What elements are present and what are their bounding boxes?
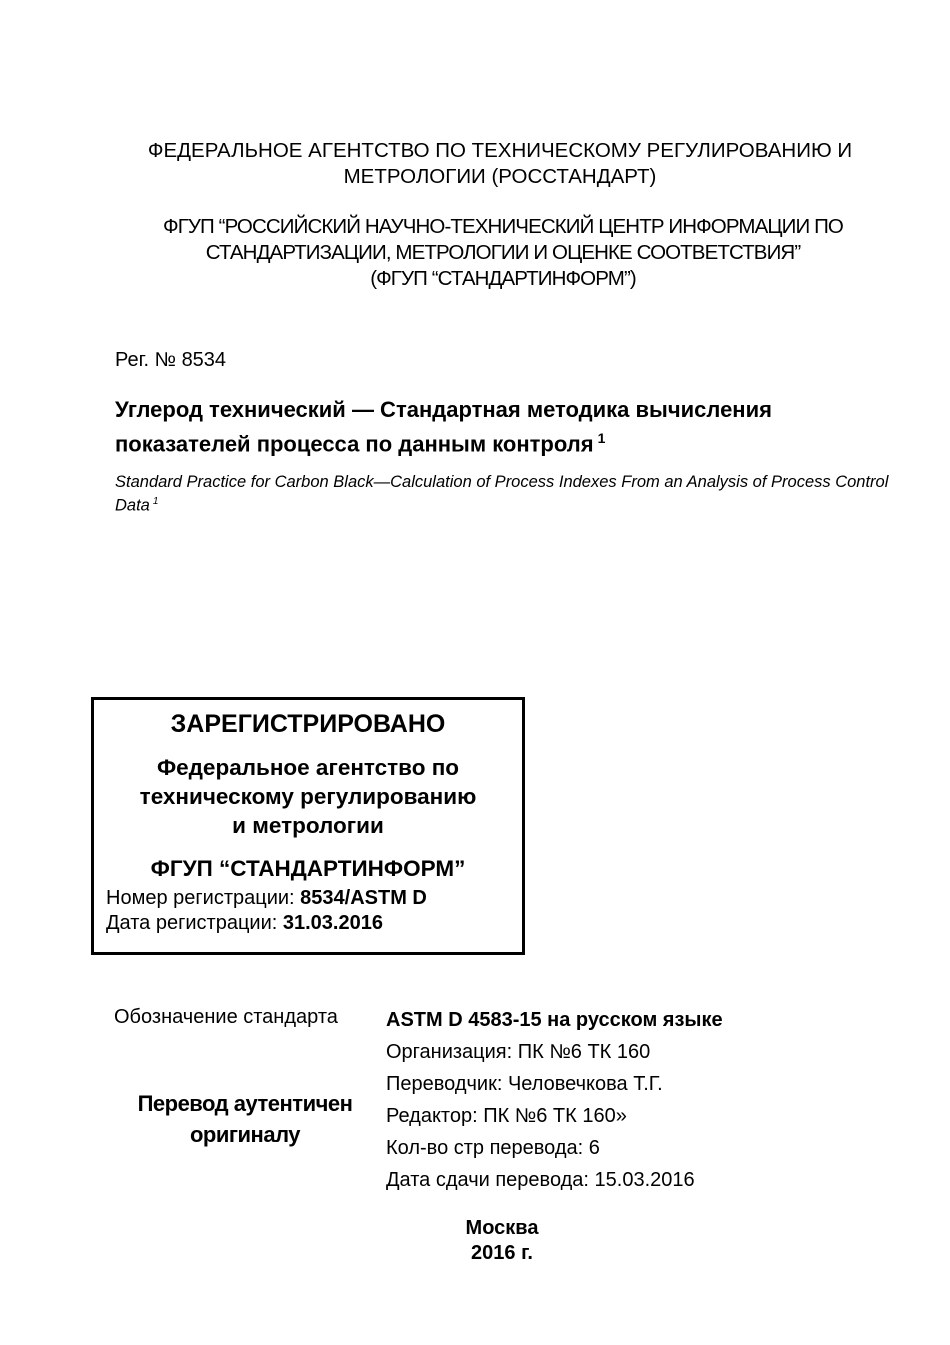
translator-line: Переводчик: Человечкова Т.Г. xyxy=(386,1073,663,1095)
title-ru-footnote: 1 xyxy=(597,430,606,446)
registration-stamp-box xyxy=(91,697,525,955)
title-en-text: Standard Practice for Carbon Black—Calculation of Process Indexes From an Analysis of Process Control Data xyxy=(115,473,889,515)
agency-header xyxy=(100,138,900,190)
reg-number-row xyxy=(94,886,522,911)
registration-number: Рег. № 8534 xyxy=(115,349,227,371)
agency-line-1: ФЕДЕРАЛЬНОЕ АГЕНТСТВО ПО ТЕХНИЧЕСКОМУ РЕГУЛИРОВАНИЮ И xyxy=(147,139,853,162)
registered-agency-line-1: Федеральное агентство по xyxy=(156,755,460,780)
standard-designation-label: Обозначение стандарта xyxy=(114,1006,338,1028)
center-line-2: СТАНДАРТИЗАЦИИ, МЕТРОЛОГИИ И ОЦЕНКЕ СООТВЕТСТВИЯ” xyxy=(205,241,801,264)
title-ru-line-1: Углерод технический — Стандартная методика вычисления xyxy=(115,397,772,422)
authentic-translation-note xyxy=(100,1088,390,1150)
registered-heading: ЗАРЕГИСТРИРОВАНО xyxy=(170,710,446,738)
center-line-1: ФГУП “РОССИЙСКИЙ НАУЧНО-ТЕХНИЧЕСКИЙ ЦЕНТР ИНФОРМАЦИИ ПО xyxy=(163,215,843,238)
reg-number-label: Номер регистрации: xyxy=(106,887,301,909)
registered-agency-line-2: техническому регулированию xyxy=(139,784,477,809)
registered-agency xyxy=(94,753,522,840)
agency-line-2: МЕТРОЛОГИИ (РОССТАНДАРТ) xyxy=(343,165,657,188)
title-en-footnote: 1 xyxy=(152,496,159,507)
reg-date-value: 31.03.2016 xyxy=(282,912,383,934)
title-ru-line-2-wrap xyxy=(115,424,915,458)
reg-date-row xyxy=(94,911,522,936)
organization-line: Организация: ПК №6 ТК 160 xyxy=(386,1041,651,1063)
translation-details xyxy=(386,1006,723,1198)
submission-date-line: Дата сдачи перевода: 15.03.2016 xyxy=(386,1169,695,1191)
authentic-line-1: Перевод аутентичен xyxy=(137,1091,353,1116)
center-line-3: (ФГУП “СТАНДАРТИНФОРМ”) xyxy=(370,267,636,290)
page-count-line: Кол-во стр перевода: 6 xyxy=(386,1137,600,1159)
reg-number-value: 8534/ASTM D xyxy=(300,887,427,909)
place-and-year xyxy=(402,1216,602,1266)
authentic-line-2: оригиналу xyxy=(189,1122,301,1147)
year: 2016 г. xyxy=(471,1242,533,1264)
registered-org: ФГУП “СТАНДАРТИНФОРМ” xyxy=(150,856,466,881)
document-title-ru xyxy=(115,395,915,458)
registered-agency-line-3: и метрологии xyxy=(232,813,384,838)
reg-date-label: Дата регистрации: xyxy=(106,912,283,934)
center-org-header xyxy=(100,214,906,292)
editor-line: Редактор: ПК №6 ТК 160» xyxy=(386,1105,627,1127)
title-ru-line-2: показателей процесса по данным контроля xyxy=(115,431,594,457)
standard-designation-value: ASTM D 4583-15 на русском языке xyxy=(386,1009,723,1031)
city: Москва xyxy=(465,1217,539,1239)
document-title-en xyxy=(115,472,905,516)
